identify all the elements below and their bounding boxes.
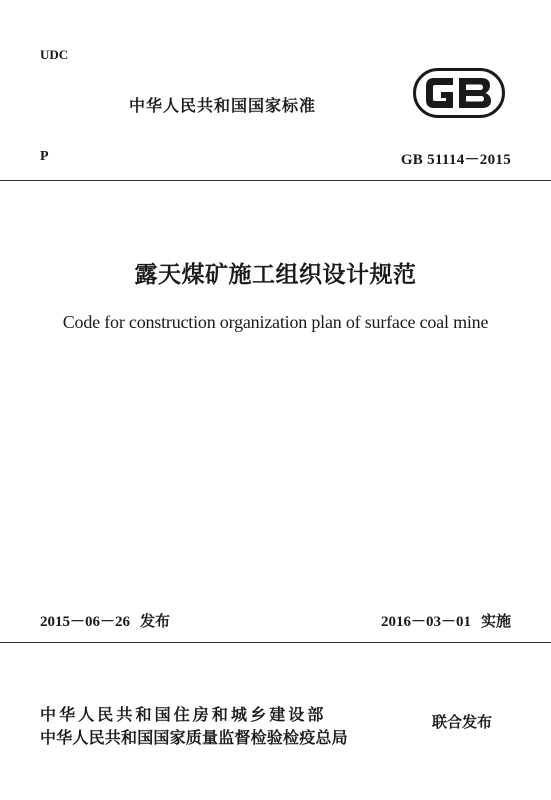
classification-code: P: [40, 149, 49, 164]
implementation-date-label: 实施: [480, 612, 511, 630]
bottom-divider: [0, 642, 551, 643]
implementation-date-value: 2016－03－01: [380, 614, 471, 630]
issue-date: [40, 610, 170, 631]
standard-type-label: 中华人民共和国国家标准: [129, 96, 317, 115]
gb-logo-icon: [413, 68, 505, 118]
title-chinese: 露天煤矿施工组织设计规范: [134, 262, 417, 288]
issue-date-value: 2015－06－26: [40, 614, 131, 630]
title-english: Code for construction organization plan of surface coal mine: [62, 312, 489, 332]
udc-label: UDC: [40, 47, 69, 62]
issue-date-label: 发布: [140, 612, 171, 630]
publisher-ministry: 中华人民共和国住房和城乡建设部: [40, 705, 327, 724]
implementation-date: [381, 610, 511, 631]
standard-number: GB 51114－2015: [400, 152, 511, 168]
publisher-aqsiq: 中华人民共和国国家质量监督检验检疫总局: [40, 728, 348, 747]
joint-publish-label: 联合发布: [432, 713, 493, 731]
top-divider: [0, 180, 551, 181]
